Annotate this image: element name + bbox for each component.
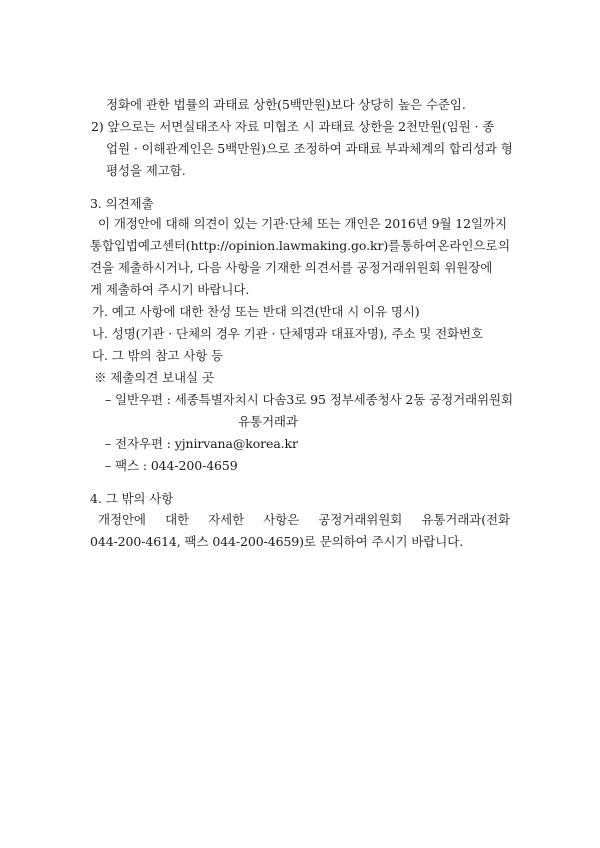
section3-para-line2-part: 의: [498, 238, 510, 253]
section4-para-line1-part: 공정거래위원회: [318, 512, 403, 527]
section4-heading: 4. 그 밖의 사항: [90, 491, 174, 506]
section3-para-line3: 견을 제출하시거나, 다음 사항을 기재한 의견서를 공정거래위원회 위원장에: [90, 260, 493, 275]
section3-para-line2-part: 통하여: [400, 238, 437, 253]
section3-mail-address-dept: 유통거래과: [238, 414, 298, 429]
section3-para-line4: 게 제출하여 주시기 바랍니다.: [90, 282, 250, 297]
section4-para-line2: 044-200-4614, 팩스 044-200-4659)로 문의하여 주시기 바랍니다.: [90, 534, 464, 549]
section3-item-ga: 가. 예고 사항에 대한 찬성 또는 반대 의견(반대 시 이유 명시): [92, 304, 420, 319]
section3-para-line1: 이 개정안에 대해 의견이 있는 기관·단체 또는 개인은 2016년 9월 12일까지: [98, 216, 507, 231]
section3-item-na: 나. 성명(기관 · 단체의 경우 기관 · 단체명과 대표자명), 주소 및 전화번호: [92, 326, 483, 341]
section2-item2-line2: 업원 · 이해관계인은 5백만원)으로 조정하여 과태료 부과체계의 합리성과 형: [106, 141, 513, 156]
section4-para-line1-part: 개정안에: [98, 512, 146, 527]
section3-para-line2: [90, 238, 510, 254]
section3-para-line2-part: 통합입법예고센터(http://opinion.lawmaking.go.kr)를: [90, 238, 401, 253]
section4-para-line1-part: 유통거래과(전화: [421, 512, 510, 527]
section4-para-line1-part: 자세한: [208, 512, 245, 527]
section2-item2-line1: 2) 앞으로는 서면실태조사 자료 미협조 시 과태료 상한을 2천만원(임원 · 종: [91, 119, 495, 134]
section3-note-heading: ※ 제출의견 보내실 곳: [94, 370, 214, 385]
section3-fax: – 팩스 : 044-200-4659: [105, 458, 238, 473]
section3-item-da: 다. 그 밖의 참고 사항 등: [92, 348, 224, 363]
section3-mail-address: – 일반우편 : 세종특별자치시 다솜3로 95 정부세종청사 2동 공정거래위원회: [105, 392, 513, 407]
section4-para-line1: [98, 512, 510, 528]
section4-para-line1-part: 사항은: [263, 512, 300, 527]
section3-email: – 전자우편 : yjnirvana@korea.kr: [105, 436, 298, 451]
section2-item2-line3: 평성을 제고함.: [106, 163, 186, 178]
section3-heading: 3. 의견제출: [90, 196, 154, 211]
section2-continuation-line: 정화에 관한 법률의 과태료 상한(5백만원)보다 상당히 높은 수준임.: [106, 97, 466, 112]
section3-para-line2-part: 온라인으로: [437, 238, 498, 253]
section4-para-line1-part: 대한: [165, 512, 190, 527]
